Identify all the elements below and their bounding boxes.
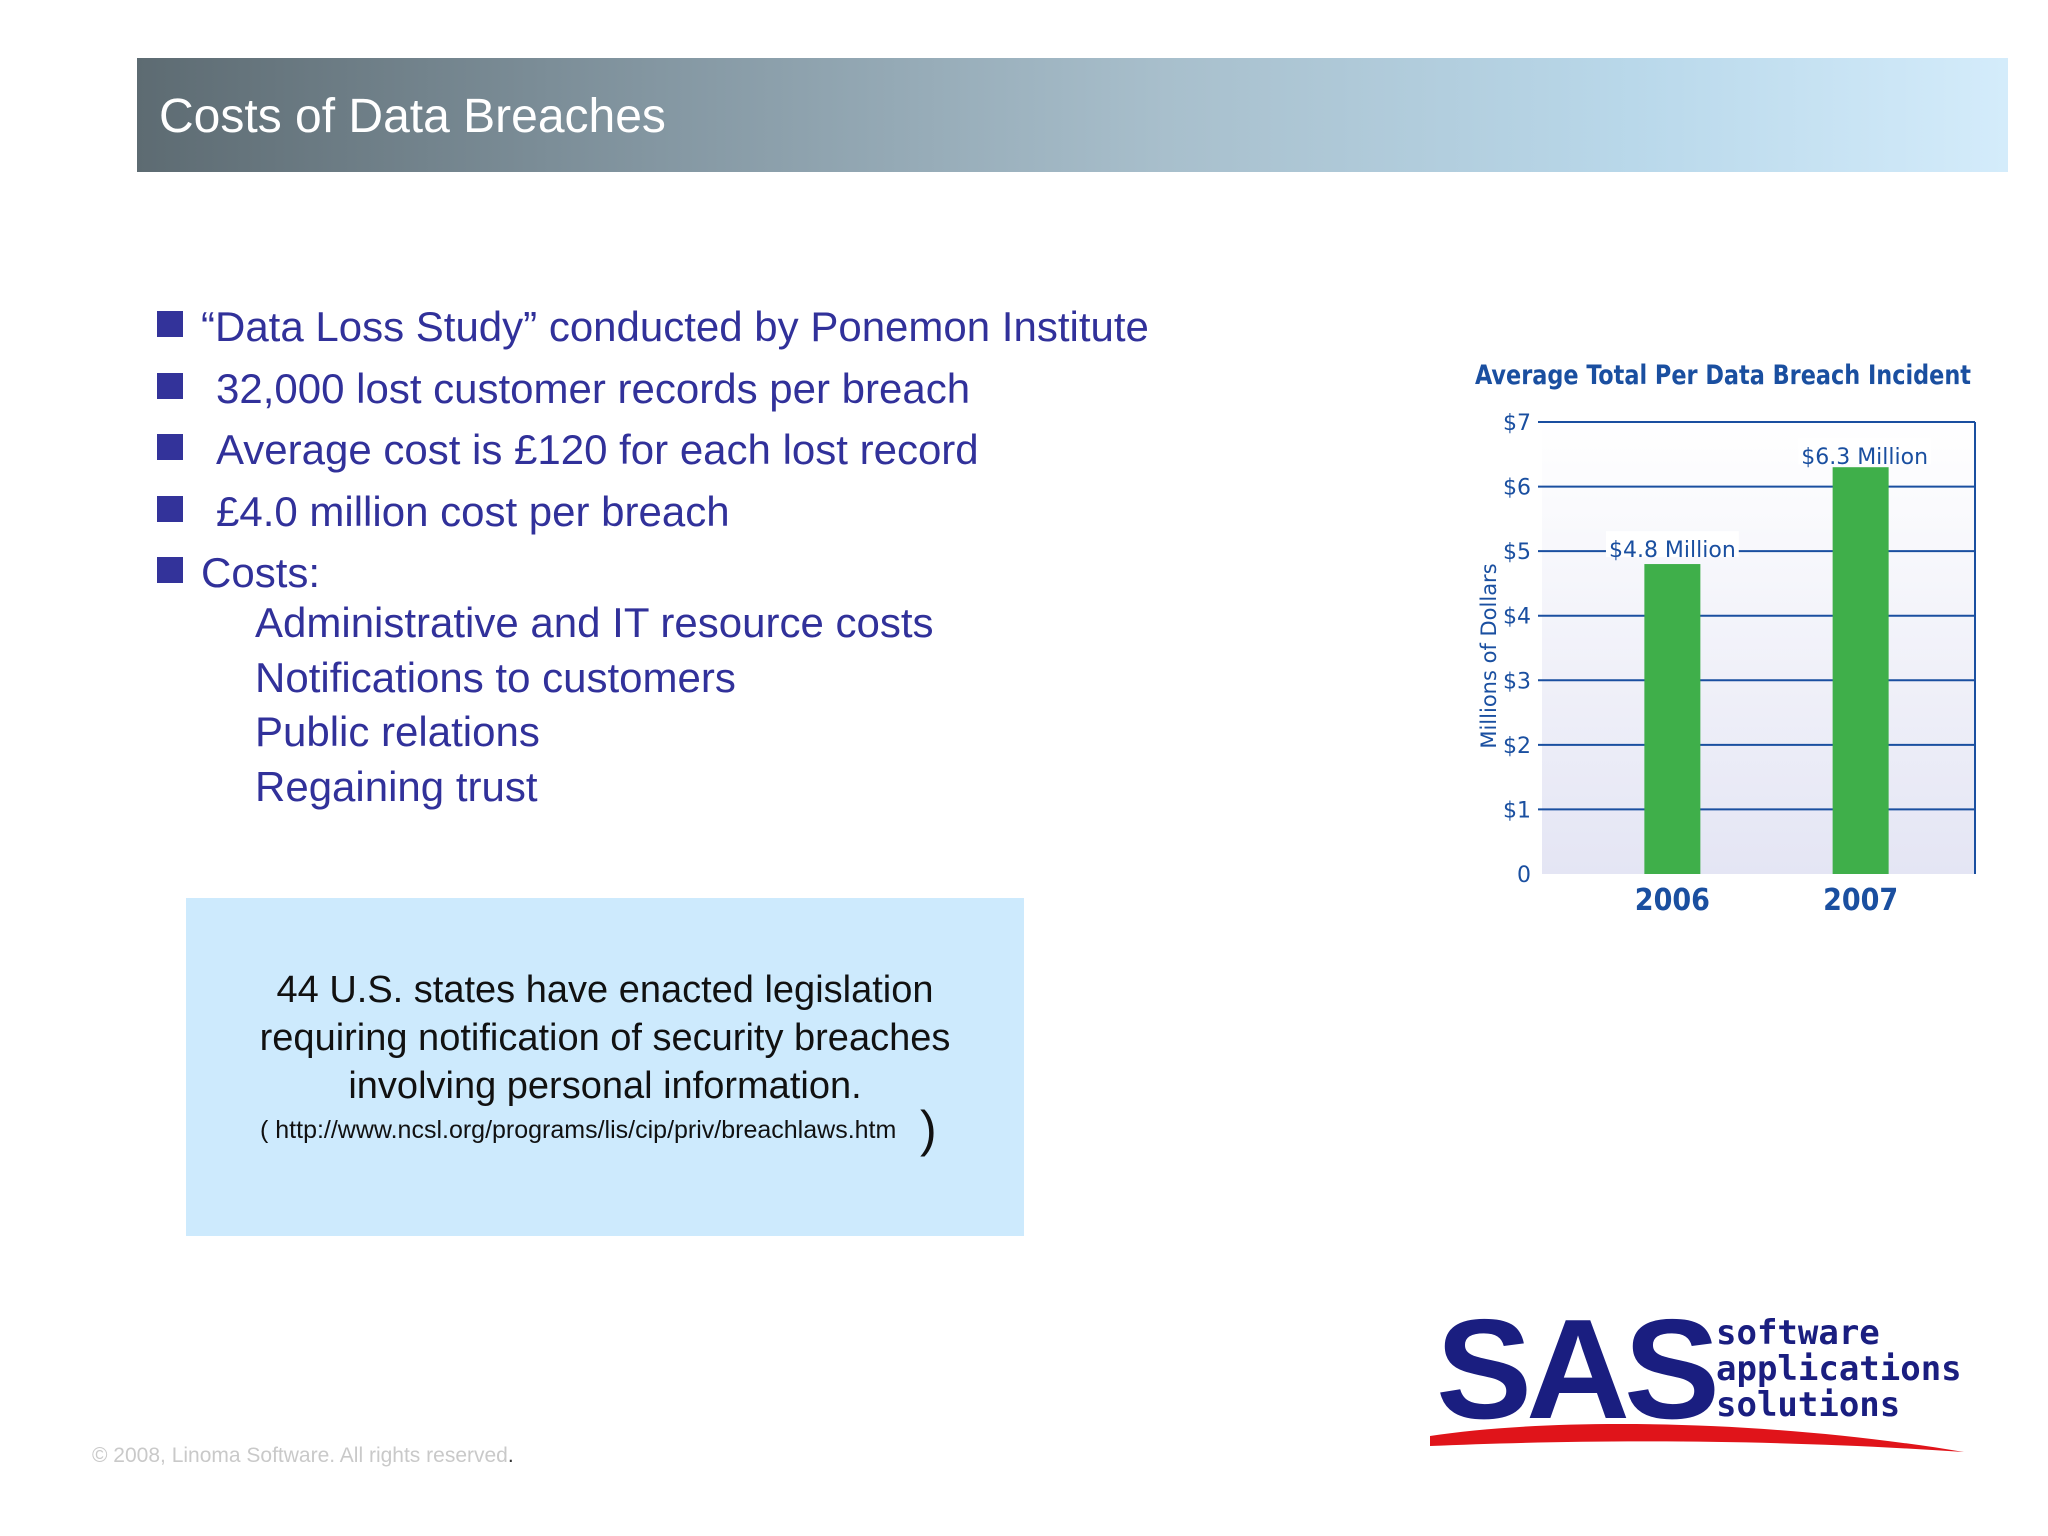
logo-text-line: software <box>1716 1313 1880 1353</box>
chart-bar <box>1644 564 1700 874</box>
callout-url: ( http://www.ncsl.org/programs/lis/cip/priv/breachlaws.htm <box>260 1116 897 1144</box>
sas-logo <box>1428 1300 1973 1460</box>
copyright-period: . <box>507 1444 514 1467</box>
sub-bullet-item: Notifications to customers <box>255 653 736 701</box>
logo-text-line: solutions <box>1716 1385 1901 1425</box>
bullet-square-icon <box>157 373 183 399</box>
sas-logo-graphic <box>1428 1300 1973 1460</box>
chart-svg <box>1460 348 1980 923</box>
chart-y-tick-label: $3 <box>1503 669 1531 695</box>
title-bar <box>137 58 2008 172</box>
chart-data-label: $6.3 Million <box>1801 445 1929 471</box>
breach-cost-chart <box>1460 348 1980 923</box>
chart-x-tick-label: 2007 <box>1823 883 1899 918</box>
sub-bullet-item: Public relations <box>255 708 540 755</box>
legislation-callout <box>186 898 1024 1236</box>
bullet-item <box>157 296 1257 358</box>
chart-y-tick-label: 0 <box>1517 863 1531 888</box>
bullet-item <box>157 542 1257 604</box>
bullet-text: “Data Loss Study” conducted by Ponemon Institute <box>201 303 1149 350</box>
chart-x-tick-label: 2006 <box>1634 883 1710 918</box>
bullet-text: £4.0 million cost per breach <box>216 487 730 535</box>
chart-title: Average Total Per Data Breach Incident <box>1475 360 1972 391</box>
callout-url-row <box>260 1101 960 1157</box>
chart-y-tick-label: $7 <box>1503 411 1531 436</box>
chart-y-axis-label: Millions of Dollars <box>1477 563 1501 749</box>
chart-y-tick-label: $1 <box>1503 798 1531 824</box>
chart-data-label: $4.8 Million <box>1608 538 1736 564</box>
chart-y-tick-label: $6 <box>1503 475 1531 501</box>
copyright-footer <box>92 1444 514 1468</box>
callout-close-paren: ) <box>920 1101 937 1157</box>
bullet-item <box>157 358 1257 420</box>
chart-y-tick-label: $5 <box>1503 540 1531 566</box>
bullet-text: Costs: <box>201 549 321 596</box>
bullet-text: 32,000 lost customer records per breach <box>216 364 971 412</box>
page-title: Costs of Data Breaches <box>159 90 666 143</box>
callout-line: involving personal information. <box>348 1065 862 1107</box>
logo-text-line: applications <box>1716 1349 1962 1389</box>
bullet-item <box>157 481 1257 543</box>
chart-x-ticks <box>1635 883 1898 918</box>
callout-line: 44 U.S. states have enacted legislation <box>276 969 934 1011</box>
sub-bullet-item: Administrative and IT resource costs <box>255 599 934 646</box>
callout-line: requiring notification of security breaches <box>259 1017 951 1059</box>
bullet-item <box>157 419 1257 481</box>
sub-bullet-item: Regaining trust <box>255 762 538 810</box>
chart-y-ticks <box>1503 411 1531 888</box>
bullet-text: Average cost is £120 for each lost record <box>216 426 979 473</box>
chart-plot-area <box>1542 422 1975 874</box>
chart-y-tick-label: $2 <box>1503 733 1531 759</box>
bullet-square-icon <box>157 311 183 337</box>
callout-text <box>186 966 1024 1110</box>
chart-bar <box>1833 467 1889 874</box>
sub-bullet-list <box>255 596 934 814</box>
bullet-square-icon <box>157 434 183 460</box>
bullet-square-icon <box>157 557 183 583</box>
logo-letters: SAS <box>1436 1300 1716 1449</box>
copyright-text: © 2008, Linoma Software. All rights reserved <box>92 1444 508 1467</box>
bullet-list <box>157 296 1257 604</box>
bullet-square-icon <box>157 496 183 522</box>
chart-y-tick-label: $4 <box>1503 604 1531 630</box>
